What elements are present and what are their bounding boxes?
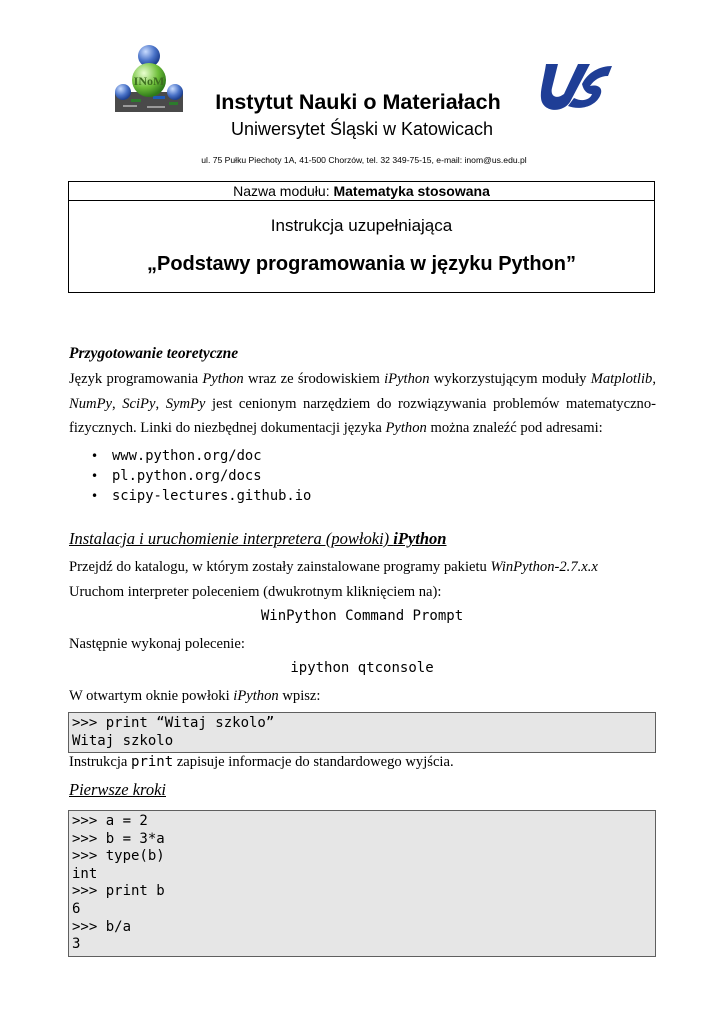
paragraph-type-in-shell: W otwartym oknie powłoki iPython wpisz: [69, 688, 321, 704]
list-item[interactable] [69, 467, 311, 487]
paragraph-next-command: Następnie wykonaj polecenie: [69, 636, 245, 652]
link-pl-python-docs[interactable]: pl.python.org/docs [112, 467, 262, 484]
paragraph-run-interpreter: Uruchom interpreter poleceniem (dwukrotnym kliknięciem na): [69, 584, 442, 600]
module-name-row [69, 182, 654, 201]
address-line: ul. 75 Pułku Piechoty 1A, 41-500 Chorzów, tel. 32 349-75-15, e-mail: inom@us.edu.pl [201, 155, 527, 165]
theory-paragraph: Język programowania Python wraz ze środowiskiem iPython wykorzystującym moduły Matplotlib, NumPy, SciPy, SymPy jest cenionym narzędziem do rozwiązywania problemów matematyczno-fizycznych. Linki do niezbędnej dokumentacji języka Python można znaleźć pod adresami: [69, 371, 656, 436]
instruction-subtitle: Instrukcja uzupełniająca [270, 216, 453, 235]
section-heading-first-steps: Pierwsze kroki [69, 780, 166, 799]
bullet-icon: • [91, 449, 99, 463]
command-winpython-prompt: WinPython Command Prompt [260, 608, 464, 624]
module-name: Matematyka stosowana [333, 183, 490, 199]
instruction-title: „Podstawy programowania w języku Python” [147, 253, 576, 275]
list-item[interactable] [69, 447, 311, 467]
bullet-icon: • [91, 488, 99, 503]
paragraph-print-description: Instrukcja print zapisuje informacje do standardowego wyjścia. [69, 754, 454, 770]
link-scipy-lectures[interactable]: scipy-lectures.github.io [112, 487, 312, 504]
link-python-doc[interactable]: www.python.org/doc [112, 448, 262, 464]
code-block-first-steps: >>> a = 2 >>> b = 3*a >>> type(b) int >>> print b 6 >>> b/a 3 [68, 810, 656, 957]
command-ipython-qtconsole: ipython qtconsole [290, 660, 434, 676]
section-heading-theory: Przygotowanie teoretyczne [69, 345, 239, 362]
section-heading-installation: Instalacja i uruchomienie interpretera (powłoki) iPython [69, 529, 447, 548]
bullet-icon: • [91, 468, 99, 483]
paragraph-go-to-folder: Przejdź do katalogu, w którym zostały zainstalowane programy pakietu WinPython-2.7.x.x [69, 559, 598, 575]
university-name: Uniwersytet Śląski w Katowicach [230, 119, 494, 139]
list-item[interactable] [69, 487, 311, 507]
module-label: Nazwa modułu: [233, 183, 330, 199]
documentation-links [69, 447, 311, 506]
logo-lettering: INoM [133, 74, 165, 88]
institute-name: Instytut Nauki o Materiałach [215, 90, 501, 114]
module-box [68, 181, 655, 293]
code-block-print: >>> print “Witaj szkolo” Witaj szkolo [68, 712, 656, 753]
